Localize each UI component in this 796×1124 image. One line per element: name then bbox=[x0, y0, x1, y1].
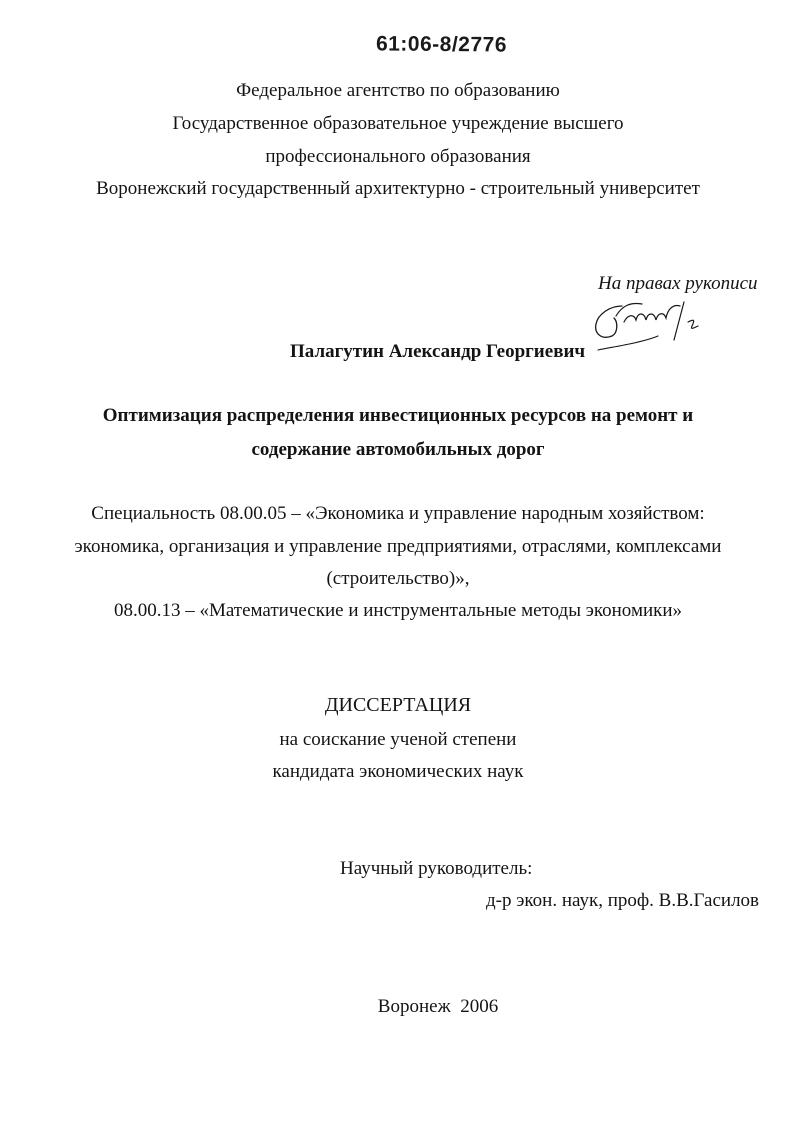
archive-stamp-code: 61:06-8/2776 bbox=[375, 32, 508, 57]
header-university: Воронежский государственный архитектурно - строительный университет bbox=[96, 178, 700, 199]
city-year: Воронеж 2006 bbox=[377, 996, 499, 1017]
header-institution-line1: Государственное образовательное учреждение высшего bbox=[172, 113, 624, 134]
handwritten-signature bbox=[588, 292, 708, 356]
degree-line2: кандидата экономических наук bbox=[272, 761, 524, 782]
author-name: Палагутин Александр Георгиевич bbox=[290, 341, 586, 362]
advisor-label: Научный руководитель: bbox=[340, 858, 533, 879]
advisor-name: д-р экон. наук, проф. В.В.Гасилов bbox=[486, 890, 760, 911]
specialty-line3: (строительство)», bbox=[326, 568, 470, 589]
dissertation-title-line1: Оптимизация распределения инвестиционных ресурсов на ремонт и bbox=[102, 405, 694, 426]
work-type-heading: ДИССЕРТАЦИЯ bbox=[324, 694, 472, 716]
specialty-line2: экономика, организация и управление предприятиями, отраслями, комплексами bbox=[74, 536, 722, 557]
header-institution-line2: профессионального образования bbox=[265, 146, 531, 167]
specialty-line4: 08.00.13 – «Математические и инструментальные методы экономики» bbox=[113, 600, 683, 621]
manuscript-rights-note: На правах рукописи bbox=[598, 273, 758, 294]
degree-line1: на соискание ученой степени bbox=[279, 729, 517, 750]
header-agency: Федеральное агентство по образованию bbox=[236, 80, 560, 101]
dissertation-title-line2: содержание автомобильных дорог bbox=[251, 439, 545, 460]
specialty-line1: Специальность 08.00.05 – «Экономика и управление народным хозяйством: bbox=[91, 503, 705, 524]
